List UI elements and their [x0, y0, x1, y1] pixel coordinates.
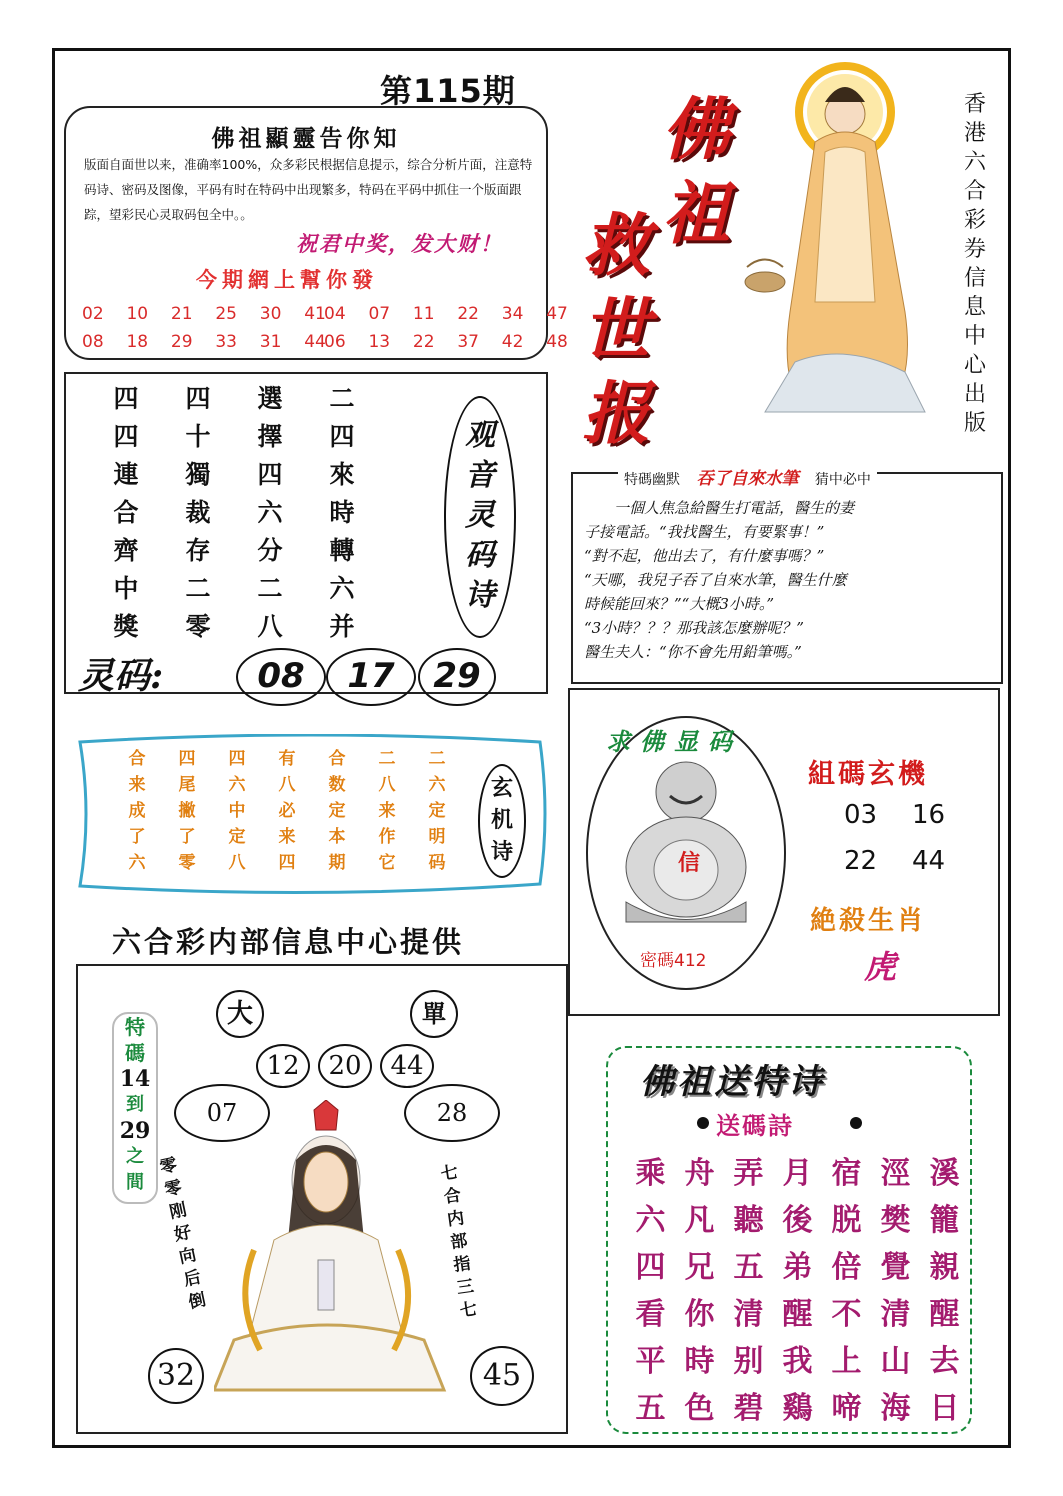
joke-hint: 猜中必中: [814, 472, 871, 488]
poem-grid: [90, 380, 378, 645]
send-poem-cell: 清: [880, 1297, 911, 1332]
big-title-char: 佛: [662, 90, 731, 170]
laughing-buddha-figure: [606, 752, 766, 932]
password-text: 密碼412: [640, 951, 707, 971]
send-poem-cell: 六: [635, 1203, 666, 1238]
xuanji-cell: 必: [278, 801, 296, 821]
send-poem-subtitle: 送碼詩: [716, 1111, 794, 1140]
announcement-body: 版面自面世以来，准确率100%，众多彩民根据信息提示，综合分析片面，注意特码诗、密码及图像，平码有时在特码中出现繁多，特码在平码中抓住一个版面跟踪，望彩民心灵取码包全中。。: [84, 157, 533, 222]
tema-range-badge: [112, 1012, 158, 1204]
joke-line: 一個人焦急給醫生打電話，醫生的妻: [614, 499, 855, 517]
right-verse: 七合内部指三七: [439, 1162, 479, 1322]
xuanji-cell: 定: [228, 827, 246, 847]
poem-cell: 中: [113, 574, 139, 603]
tema-from: 14: [119, 1066, 151, 1092]
send-poem-cell: 覺: [880, 1250, 911, 1285]
send-poem-cell: 樊: [880, 1203, 911, 1238]
xuanji-cell: 合: [128, 749, 146, 769]
poem-cell: 獨: [185, 460, 211, 489]
xuanji-cell: 合: [328, 749, 346, 769]
xuanji-cell: 本: [328, 827, 346, 847]
top-number: 12: [256, 1044, 310, 1088]
poem-cell: 選: [257, 384, 283, 413]
xuanji-cell: 了: [178, 827, 196, 847]
big-title-char: 报: [582, 374, 651, 454]
poem-cell: 十: [185, 422, 211, 451]
publisher-vertical: 香港六合彩券信息中心出版: [963, 92, 986, 436]
tema-label: 碼: [125, 1041, 145, 1065]
xuanji-cell: 定: [428, 801, 446, 821]
send-poem-cell: 倍: [831, 1250, 862, 1285]
xuanji-grid: [112, 746, 462, 876]
send-poem-cell: 宿: [831, 1156, 862, 1191]
send-poem-title: 佛祖送特诗: [640, 1062, 825, 1102]
xuanji-cell: 八: [378, 775, 396, 795]
send-poem-grid: [626, 1150, 969, 1432]
numbers-row1-left: 02 10 21 25 30 41: [82, 304, 326, 324]
poem-cell: 八: [257, 612, 283, 641]
poem-cell: 四: [257, 460, 283, 489]
joke-body: [584, 496, 994, 664]
send-poem-cell: 色: [684, 1391, 715, 1426]
send-poem-cell: 上: [831, 1344, 862, 1379]
bullet-dot: [697, 1117, 709, 1129]
joke-label: 特碼幽默: [624, 472, 680, 488]
bottom-left-number: 32: [148, 1348, 204, 1404]
xuanji-cell: 定: [328, 801, 346, 821]
send-poem-cell: 日: [929, 1391, 960, 1426]
big-title-char: 世: [582, 290, 651, 370]
send-poem-cell: 啼: [831, 1391, 862, 1426]
wish-text: 祝君中奖，发大财！: [296, 231, 503, 256]
tema-between: 之: [126, 1146, 144, 1167]
poem-cell: 六: [257, 498, 283, 527]
xuanji-cell: 了: [128, 827, 146, 847]
xuanji-cell: 作: [378, 827, 396, 847]
send-poem-cell: 碧: [733, 1391, 764, 1426]
send-poem-cell: 月: [782, 1156, 813, 1191]
lingma-number: 08: [236, 648, 326, 706]
send-poem-cell: 兄: [684, 1250, 715, 1285]
joke-title: 吞了自來水筆: [696, 469, 799, 489]
xuanji-title: 玄机诗: [490, 775, 513, 865]
poem-cell: 四: [329, 422, 355, 451]
send-poem-cell: 平: [635, 1344, 666, 1379]
xuanji-cell: 二: [378, 749, 396, 769]
tema-to: 到: [126, 1094, 144, 1115]
send-poem-cell: 凡: [684, 1203, 715, 1238]
left-verse: 零零刚好向后倒: [158, 1154, 208, 1314]
joke-line: “天哪，我兒子吞了自來水筆，醫生什麼: [584, 571, 847, 589]
poem-cell: 合: [113, 498, 139, 527]
guanyin-standing-figure: [735, 62, 950, 422]
xuanji-cell: 六: [228, 775, 246, 795]
tema-between: 間: [126, 1172, 144, 1193]
zuma-number: 03: [844, 800, 878, 830]
guanyin-seated-figure: [214, 1100, 454, 1400]
zodiac-tiger: 虎: [864, 948, 897, 986]
send-poem-cell: 我: [782, 1344, 813, 1379]
xuanji-cell: 成: [128, 801, 146, 821]
poem-cell: 擇: [257, 422, 283, 451]
poem-cell: 二: [185, 574, 211, 603]
poem-cell: 獎: [113, 612, 139, 641]
send-poem-cell: 乘: [635, 1156, 666, 1191]
poem-cell: 時: [329, 498, 355, 527]
numbers-row2-left: 08 18 29 33 31 44: [82, 332, 326, 352]
send-poem-cell: 清: [733, 1297, 764, 1332]
poem-title: 观音灵码诗: [465, 418, 495, 613]
poem-cell: 零: [185, 612, 211, 641]
odd-label: 單: [410, 990, 458, 1038]
send-poem-cell: 五: [733, 1250, 764, 1285]
send-poem-cell: 舟: [684, 1156, 715, 1191]
zuma-number: 16: [912, 800, 946, 830]
xuanji-cell: 零: [178, 853, 196, 873]
jueshao-title: 絶殺生肖: [810, 906, 927, 936]
xuanji-cell: 四: [178, 749, 196, 769]
xuanji-cell: 二: [428, 749, 446, 769]
xuanji-cell: 四: [278, 853, 296, 873]
poem-cell: 四: [185, 384, 211, 413]
poem-cell: 存: [185, 536, 211, 565]
xuanji-cell: 期: [328, 853, 346, 873]
tema-label: 特: [125, 1015, 145, 1039]
xuanji-cell: 尾: [178, 775, 196, 795]
joke-line: 醫生夫人：“你不會先用鉛筆嗎。”: [584, 643, 802, 661]
bottom-right-number: 45: [470, 1346, 534, 1406]
buddha-arc-title: 求佛显码: [606, 727, 742, 756]
send-poem-cell: 山: [880, 1344, 911, 1379]
send-poem-cell: 弄: [733, 1156, 764, 1191]
xuanji-cell: 中: [228, 801, 246, 821]
poem-cell: 二: [329, 384, 355, 413]
send-poem-cell: 後: [782, 1203, 813, 1238]
send-poem-cell: 籠: [929, 1203, 960, 1238]
joke-line: 子接電話。“我找醫生，有要緊事！”: [584, 523, 825, 541]
send-poem-cell: 看: [635, 1297, 666, 1332]
poem-cell: 二: [257, 574, 283, 603]
top-number: 20: [318, 1044, 372, 1088]
xuanji-cell: 八: [278, 775, 296, 795]
joke-line: “對不起，他出去了，有什麼事嗎？”: [584, 547, 825, 565]
poem-cell: 齊: [113, 536, 139, 565]
big-label: 大: [216, 990, 264, 1038]
send-poem-cell: 醒: [929, 1297, 960, 1332]
xuanji-cell: 码: [428, 853, 446, 873]
poem-title-oval: [444, 396, 516, 638]
joke-header: [618, 464, 877, 489]
top-number: 44: [380, 1044, 434, 1088]
zuma-number: 44: [912, 846, 946, 876]
xuanji-cell: 四: [228, 749, 246, 769]
send-poem-cell: 四: [635, 1250, 666, 1285]
provider-text: 六合彩内部信息中心提供: [112, 925, 465, 959]
lingma-number: 29: [418, 648, 496, 706]
xuanji-cell: 来: [378, 801, 396, 821]
poem-cell: 四: [113, 384, 139, 413]
send-poem-cell: 醒: [782, 1297, 813, 1332]
send-poem-cell: 時: [684, 1344, 715, 1379]
xuanji-cell: 有: [278, 749, 296, 769]
xuanji-cell: 六: [428, 775, 446, 795]
zuma-number: 22: [844, 846, 878, 876]
joke-line: 時候能回來？”“大概3小時。”: [584, 595, 775, 613]
send-poem-cell: 别: [733, 1344, 764, 1379]
xuanji-cell: 明: [428, 827, 446, 847]
announcement-box: [64, 106, 568, 360]
send-poem-cell: 親: [929, 1250, 960, 1285]
xuanji-title-oval: [478, 764, 526, 878]
numbers-row1-right: 04 07 11 22 34 47: [324, 304, 568, 324]
issue-number: 第115期: [380, 72, 516, 110]
poem-cell: 裁: [185, 498, 211, 527]
send-poem-cell: 涇: [880, 1156, 911, 1191]
left-oval-number: 07: [174, 1084, 270, 1142]
lingma-number: 17: [326, 648, 416, 706]
lingma-label: 灵码:: [78, 655, 164, 697]
tema-end: 29: [119, 1118, 151, 1144]
poem-cell: 四: [113, 422, 139, 451]
right-oval-number: 28: [404, 1084, 500, 1142]
bullet-dot: [850, 1117, 862, 1129]
big-title-char: 救: [582, 206, 651, 286]
send-poem-cell: 聽: [733, 1203, 764, 1238]
send-poem-cell: 不: [831, 1297, 862, 1332]
xuanji-cell: 来: [128, 775, 146, 795]
xuanji-cell: 数: [328, 775, 346, 795]
send-poem-cell: 弟: [782, 1250, 813, 1285]
buddha-seal: 信: [678, 850, 701, 876]
send-poem-cell: 你: [684, 1297, 715, 1332]
poem-cell: 來: [329, 460, 355, 489]
poem-cell: 分: [257, 536, 283, 565]
big-title-char: 祖: [662, 174, 731, 254]
send-poem-cell: 去: [929, 1344, 960, 1379]
xuanji-cell: 撇: [178, 801, 196, 821]
poem-cell: 六: [329, 574, 355, 603]
xuanji-cell: 六: [128, 853, 146, 873]
poem-cell: 連: [113, 460, 139, 489]
xuanji-cell: 八: [228, 853, 246, 873]
send-poem-cell: 溪: [929, 1156, 960, 1191]
xuanji-cell: 来: [278, 827, 296, 847]
numbers-row2-right: 06 13 22 37 42 48: [324, 332, 568, 352]
announcement-title: 佛祖顯靈告你知: [211, 125, 401, 152]
xuanji-cell: 它: [378, 853, 396, 873]
send-poem-cell: 鷄: [782, 1391, 813, 1426]
send-poem-cell: 海: [880, 1391, 911, 1426]
poem-cell: 并: [329, 612, 355, 641]
net-title: 今期網上幫你發: [196, 267, 378, 292]
zuma-title: 組碼玄機: [808, 759, 928, 790]
send-poem-cell: 脱: [831, 1203, 862, 1238]
joke-line: “3小時？？？那我該怎麼辦呢？”: [584, 619, 804, 637]
send-poem-cell: 五: [635, 1391, 666, 1426]
poem-cell: 轉: [329, 536, 355, 565]
